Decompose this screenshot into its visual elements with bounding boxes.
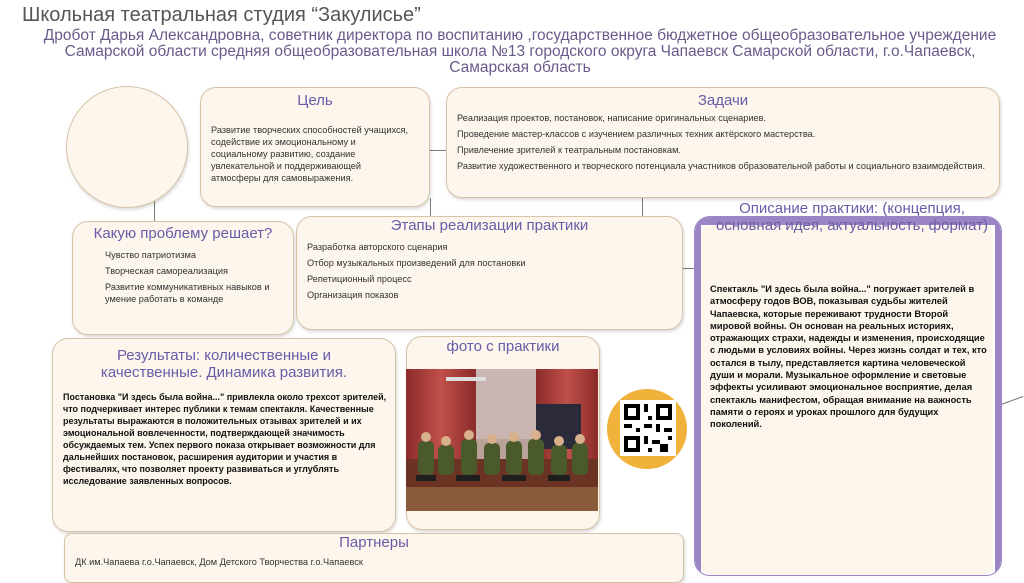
connector-line [430, 150, 446, 151]
stages-list [307, 241, 667, 305]
photo-title: фото с практики [446, 338, 560, 355]
results-text: Постановка "И здесь была война..." привлекла около трехсот зрителей, что подчеркивает интерес публики к темам спектакля. Качественные результаты выражаются в положительных отзывах зрителей и их эмоциональной вовлеченности, подтверждающей значимость обсуждаемых тем. Успех первого показа открывает возможности для дальнейших постановок, расширения аудитории и участия в фестивалях, что позволяет проекту развиваться и углублять исследование заявленных вопросов. [63, 392, 387, 486]
results-card [52, 338, 396, 532]
tasks-title: Задачи [697, 92, 749, 109]
stages-card [296, 216, 683, 330]
description-text: Спектакль "И здесь была война..." погружает зрителей в атмосферу годов ВОВ, показывая судьбы жителей Чапаевска, которые переживают трудности Второй мировой войны. Он основан на реальных историях, отражающих страхи, надежды и изменения, происходящие с людьми в условиях войны. Через жизнь солдат и тех, кто остался в тылу, представляется картина человеческой души и морали. Музыкальное оформление и световые эффекты усиливают эмоциональное восприятие, делая спектакль манифестом, обращая внимание на важность памяти о героях и уроках прошлого для будущих поколений. [710, 284, 987, 430]
goal-card [200, 87, 430, 207]
partners-card [64, 533, 684, 583]
partners-text: ДК им.Чапаева г.о.Чапаевск, Дом Детского Творчества г.о.Чапаевск [75, 557, 363, 567]
qr-code[interactable] [620, 400, 676, 456]
list-item: Творческая самореализация [105, 266, 228, 276]
list-item: Привлечение зрителей к театральным постановкам. [457, 145, 681, 155]
connector-line [1001, 396, 1024, 405]
tasks-card [446, 87, 1000, 198]
goal-title: Цель [297, 92, 333, 109]
problem-card [72, 221, 294, 335]
stages-title: Этапы реализации практики [390, 217, 589, 234]
connector-line [430, 198, 431, 216]
partners-title: Партнеры [339, 534, 409, 551]
list-item: Организация показов [307, 290, 399, 300]
list-item: Реализация проектов, постановок, написание оригинальных сценариев. [457, 113, 767, 123]
list-item: Разработка авторского сценария [307, 242, 448, 252]
problem-list [105, 249, 293, 309]
goal-text: Развитие творческих способностей учащихся, содействие их эмоциональному и социальному развитию, создание увлекательной и поддерживающей атмосферы для самовыражения. [211, 125, 409, 183]
list-item: Развитие коммуникативных навыков и умение работать в команде [105, 282, 270, 304]
list-item: Развитие художественного и творческого потенциала участников образовательной работы и социального взаимодействия. [457, 161, 986, 171]
list-item: Проведение мастер-классов с изучением различных техник актёрского мастерства. [457, 129, 816, 139]
practice-photo [406, 369, 598, 511]
results-title: Результаты: количественные и качественные. Динамика развития. [100, 347, 348, 381]
list-item: Отбор музыкальных произведений для постановки [307, 258, 526, 268]
logo-circle [66, 86, 188, 208]
description-title: Описание практики: (концепция, основная идея, актуальность, формат) [716, 200, 988, 234]
tasks-list [457, 112, 989, 176]
list-item: Репетиционный процесс [307, 274, 412, 284]
author-info: Дробот Дарья Александровна, советник директора по воспитанию ,государственное бюджетное общеобразовательное учреждение Самарской области средняя общеобразовательная школа №13 городского округа Чапаевск Самарской области, г.о.Чапаевск, Самарская область [43, 27, 997, 76]
page-title: Школьная театральная студия “Закулисье” [22, 4, 421, 26]
problem-title: Какую проблему решает? [93, 225, 273, 242]
connector-line [642, 198, 643, 216]
list-item: Чувство патриотизма [105, 250, 196, 260]
